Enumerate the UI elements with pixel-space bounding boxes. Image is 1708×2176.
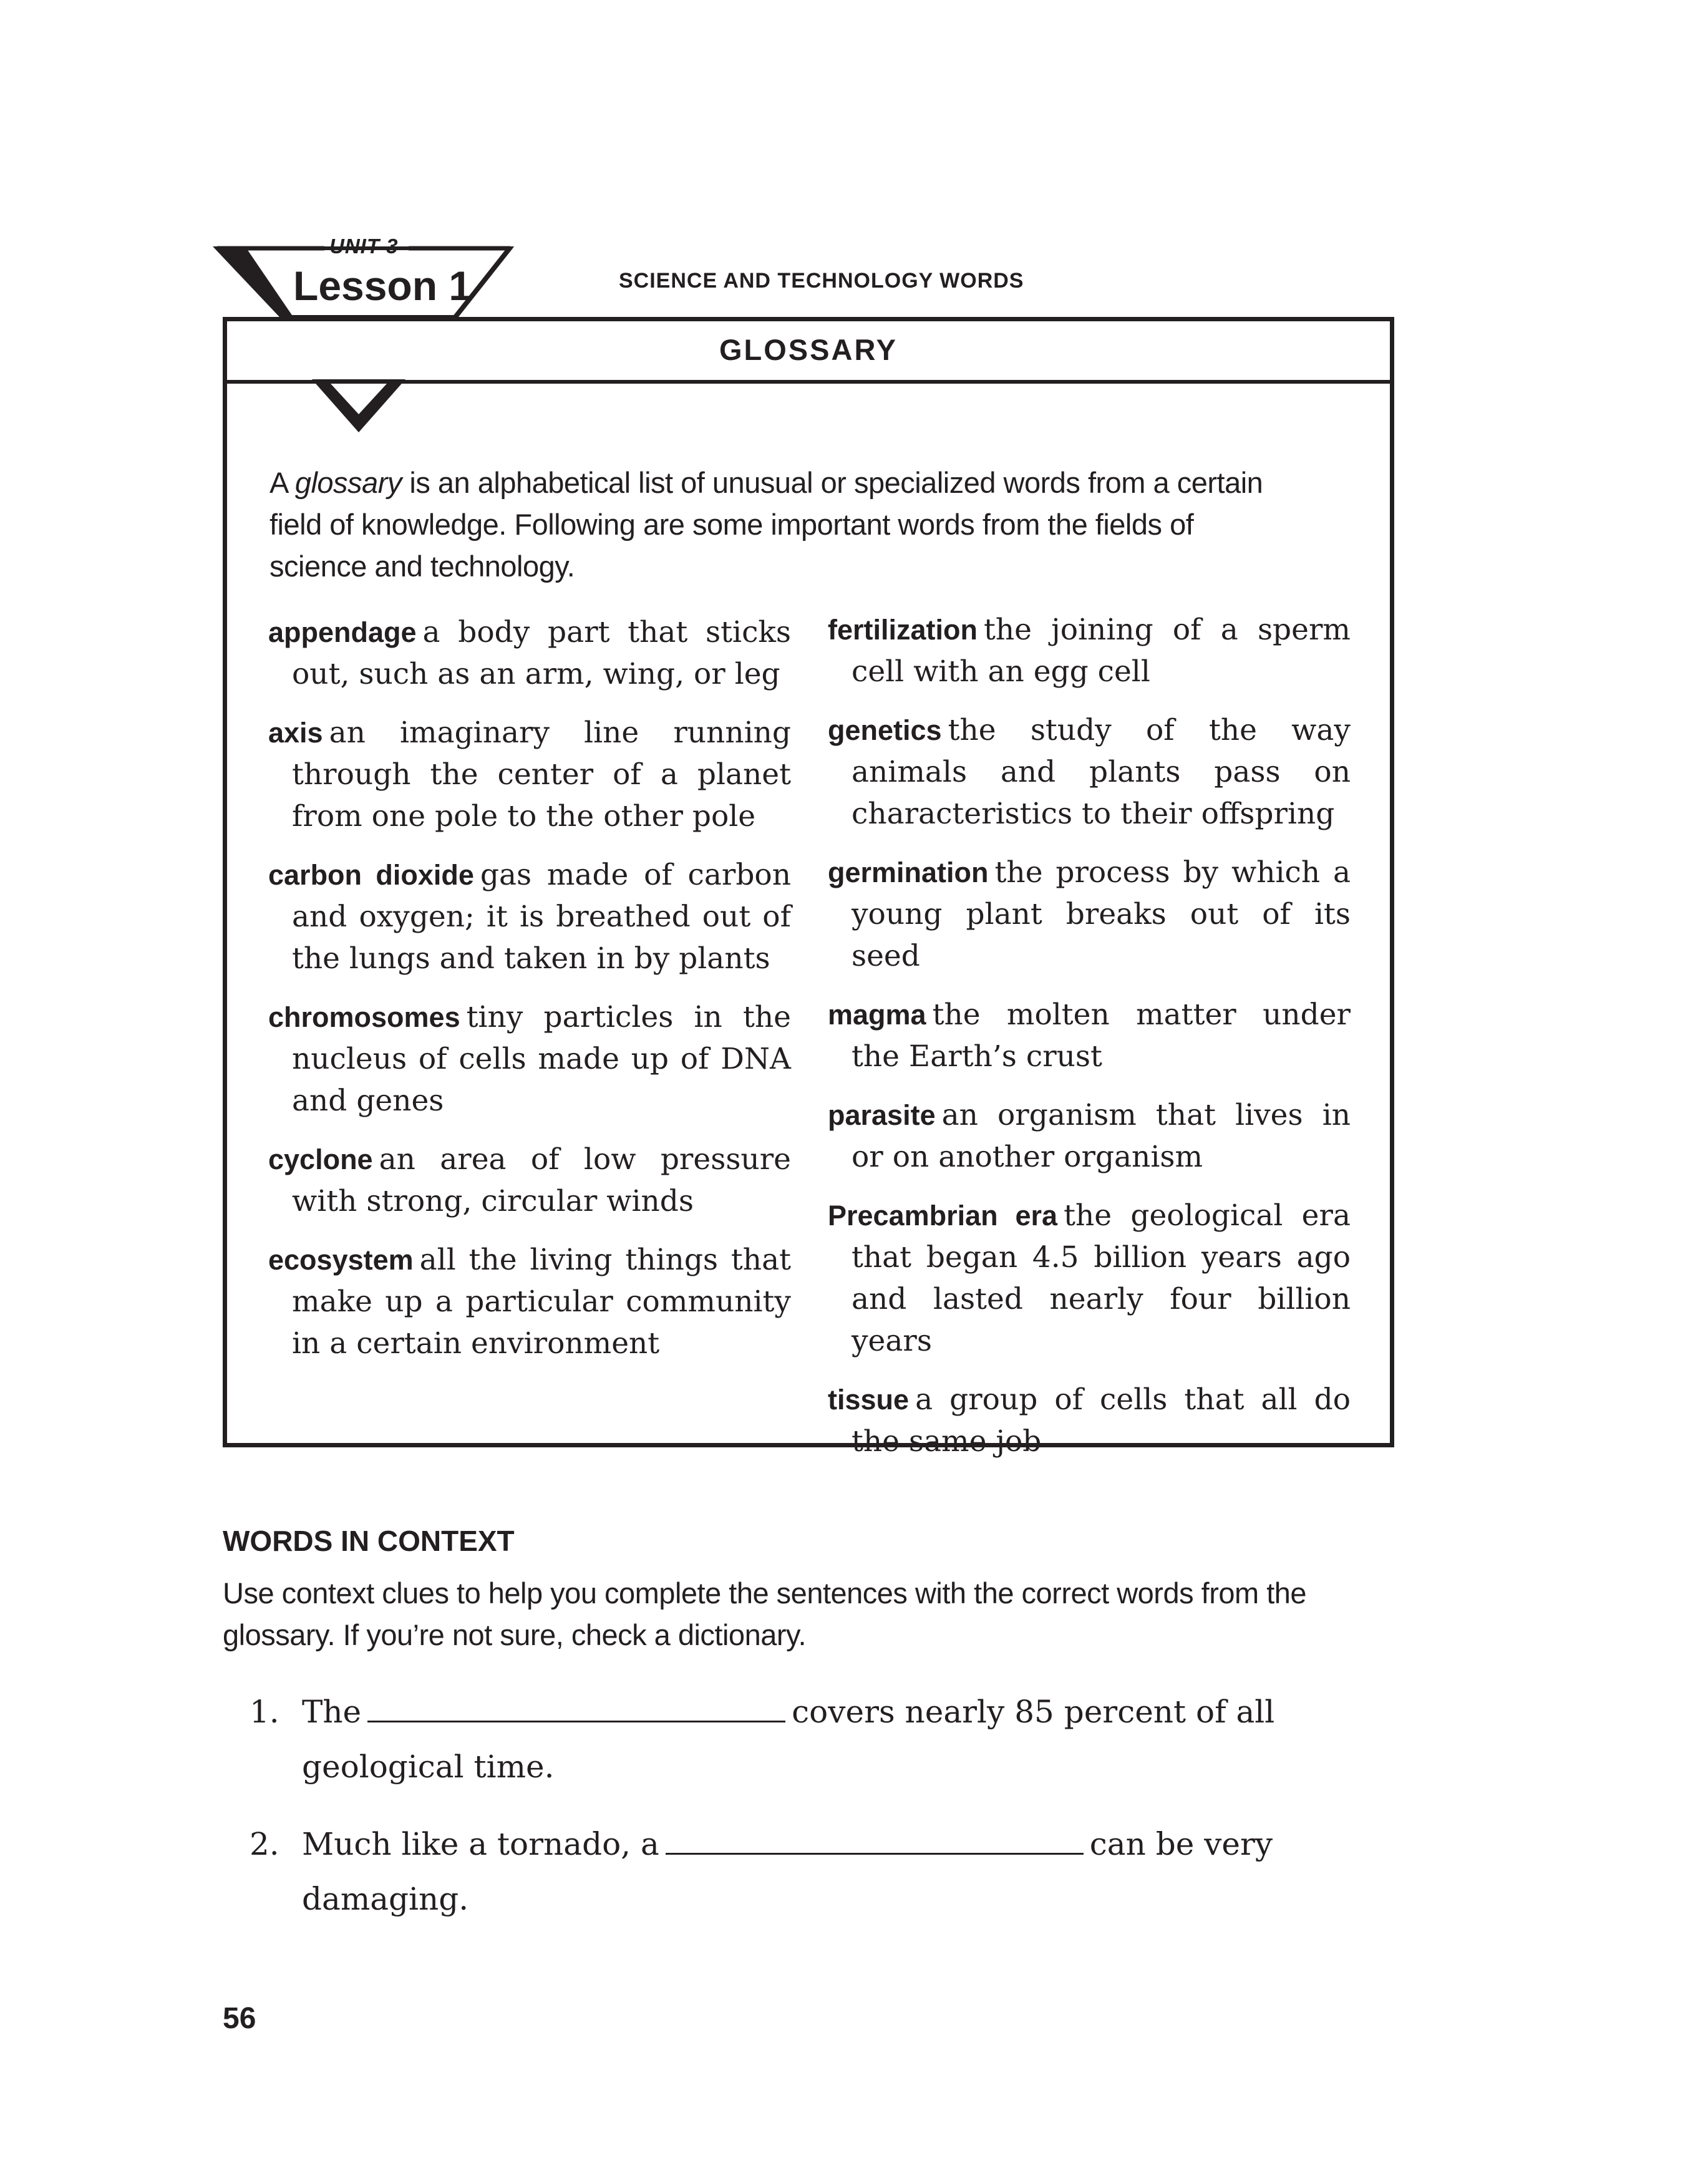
glossary-term: axis [268,717,323,749]
glossary-entry [268,1139,791,1222]
question-item [250,1817,1310,1926]
glossary-definition: an organism that lives in or on another organism [852,1098,1351,1174]
answer-blank[interactable] [367,1692,785,1722]
glossary-entry [268,854,791,979]
question-text-before: Much like a tornado, a [302,1826,659,1862]
glossary-entry [828,709,1351,835]
intro-prefix: A [269,466,295,499]
question-text-after: covers nearly 85 percent of all geological time. [302,1694,1275,1785]
glossary-term: parasite [828,1099,936,1131]
glossary-definition: the study of the way animals and plants pass on characteristics to their offspring [852,713,1351,831]
glossary-term: germination [828,857,989,888]
intro-rest: is an alphabetical list of unusual or specialized words from a certain field of knowledge. Following are some important words from the fields of science and technology. [269,466,1263,583]
words-in-context-heading: WORDS IN CONTEXT [223,1525,515,1557]
glossary-definition: a group of cells that all do the same job [852,1382,1351,1459]
glossary-definition: all the living things that make up a particular community in a certain environment [292,1243,791,1361]
glossary-entry [828,1094,1351,1178]
glossary-intro [269,462,1293,587]
page-number: 56 [223,2002,256,2035]
question-text-after: can be very damaging. [302,1826,1273,1917]
unit-label: UNIT 3 [329,235,399,258]
glossary-entry [268,712,791,837]
glossary-term: fertilization [828,614,978,646]
glossary-term: appendage [268,616,417,648]
glossary-entry [828,609,1351,692]
glossary-definition: the process by which a young plant breaks out of its seed [852,855,1351,973]
intro-term: glossary [294,466,402,499]
question-number: 2. [250,1826,279,1862]
glossary-term: tissue [828,1384,910,1416]
glossary-entry [828,1379,1351,1462]
glossary-term: genetics [828,714,942,746]
glossary-entry [268,996,791,1122]
banner-wedge [217,248,293,317]
glossary-definition: tiny particles in the nucleus of cells made up of DNA and genes [292,1000,791,1118]
glossary-term: magma [828,999,926,1031]
glossary-entry [268,611,791,695]
lesson-label: Lesson 1 [293,263,472,309]
answer-blank[interactable] [666,1824,1084,1855]
glossary-definition: gas made of carbon and oxygen; it is breathed out of the lungs and taken in by plants [292,858,791,976]
glossary-term: carbon dioxide [268,859,474,891]
glossary-column-right [828,609,1351,1479]
question-number: 1. [250,1694,279,1730]
question-item [250,1684,1310,1794]
glossary-definition: the molten matter under the Earth’s crust [852,998,1351,1074]
glossary-entry [828,1195,1351,1362]
glossary-column-left [268,611,791,1381]
glossary-entry [268,1239,791,1364]
glossary-term: Precambrian era [828,1200,1058,1231]
glossary-term: cyclone [268,1144,373,1175]
section-title: SCIENCE AND TECHNOLOGY WORDS [619,269,1024,293]
glossary-definition: an area of low pressure with strong, circular winds [292,1142,791,1218]
glossary-term: chromosomes [268,1001,460,1033]
glossary-definition: the geological era that began 4.5 billion years ago and lasted nearly four billion years [852,1198,1351,1358]
glossary-entry [828,994,1351,1077]
glossary-definition: an imaginary line running through the center of a planet from one pole to the other pole [292,716,791,833]
glossary-entry [828,852,1351,977]
glossary-definition: a body part that sticks out, such as an arm, wing, or leg [292,615,791,691]
question-text-before: The [302,1694,362,1730]
glossary-term: ecosystem [268,1244,414,1276]
glossary-definition: the joining of a sperm cell with an egg cell [852,613,1351,689]
glossary-title: GLOSSARY [227,321,1390,384]
words-in-context-instructions: Use context clues to help you complete the sentences with the correct words from the glossary. If you’re not sure, check a dictionary. [223,1576,1307,1651]
